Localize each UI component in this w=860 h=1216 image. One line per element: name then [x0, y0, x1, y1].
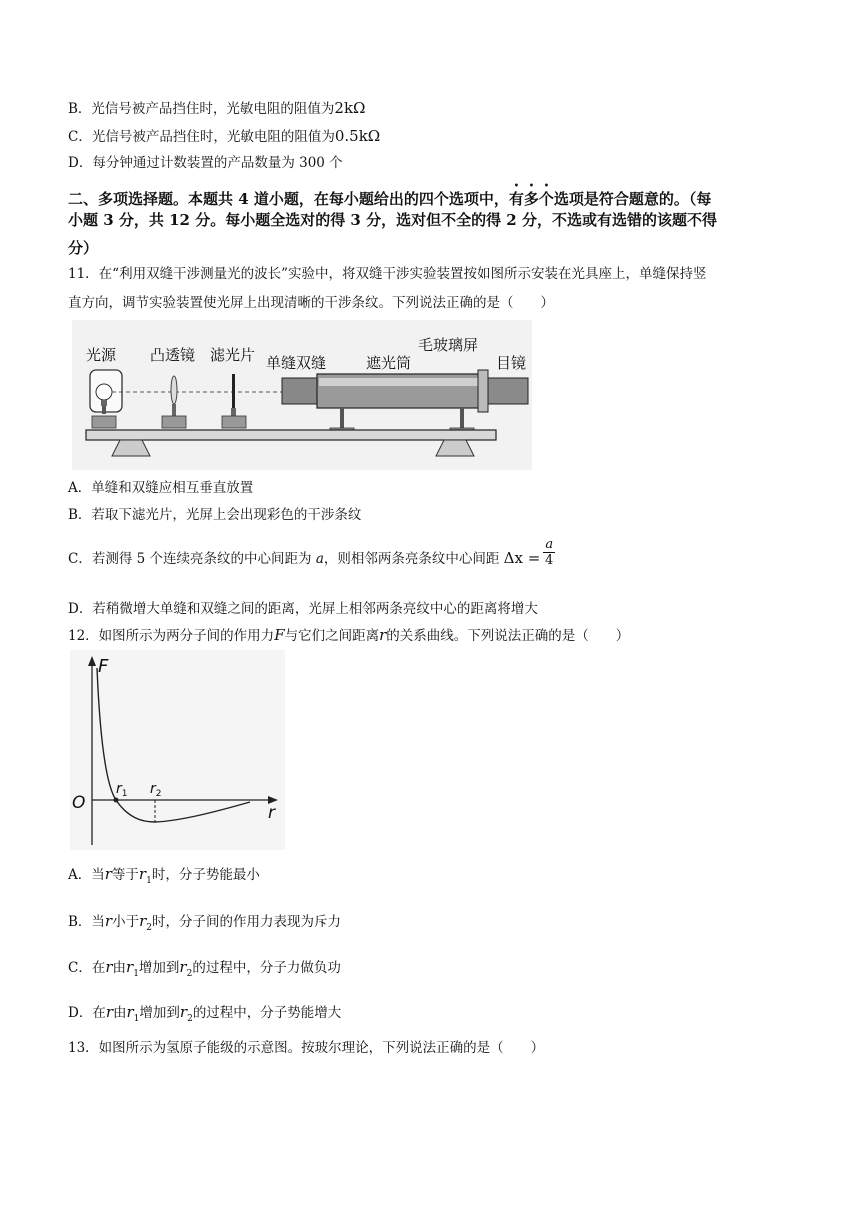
convex-lens [171, 376, 177, 404]
force-distance-graph [70, 650, 285, 850]
r1-point [114, 798, 119, 803]
f-axis-label: F [98, 656, 109, 677]
r2-label: $r_2$ [150, 781, 162, 799]
stem-text: 与它们之间距离 [284, 628, 380, 644]
q11-option-b: B．若取下滤光片，光屏上会出现彩色的干涉条纹 [68, 507, 362, 523]
fraction [543, 537, 555, 568]
variable-a: a [315, 551, 324, 567]
eyepiece [488, 378, 528, 404]
q11-option-c [68, 537, 555, 569]
q11-stem-line1: 11．在“利用双缝干涉测量光的波长”实验中，将双缝干涉实验装置按如图所示安装在光具座上，单缝保持竖 [68, 266, 707, 282]
label-filter: 滤光片 [210, 346, 256, 364]
label-eyepiece: 目镜 [496, 354, 527, 372]
q13-stem: 13．如图所示为氢原子能级的示意图。按玻尔理论，下列说法正确的是（ ） [68, 1040, 545, 1056]
q12-stem [68, 625, 629, 646]
filter-plate [232, 374, 235, 408]
option-d-prev: D．每分钟通过计数装置的产品数量为 300 个 [68, 155, 343, 171]
heading-text: 选项是符合题意的。（每 [553, 190, 712, 208]
section-heading-line3: 分） [68, 239, 99, 257]
frosted-glass-screen [478, 370, 488, 412]
r1-label: $r_1$ [116, 781, 128, 799]
label-slits: 单缝双缝 [266, 354, 327, 372]
option-text: ，则相邻两条亮条纹中心间距 [323, 551, 500, 567]
q12-option-c: C．在r由$r_1$增加到$r_2$的过程中，分子力做负功 [68, 958, 341, 979]
q11-option-a: A．单缝和双缝应相互垂直放置 [68, 480, 254, 496]
label-tube: 遮光筒 [366, 354, 412, 372]
variable-f: F [274, 626, 285, 644]
label-screen: 毛玻璃屏 [418, 336, 479, 354]
denominator: 4 [545, 553, 554, 568]
r-axis-label: r [268, 803, 275, 823]
optical-bench [86, 430, 496, 440]
option-text: C．若测得 5 个连续亮条纹的中心间距为 [68, 551, 312, 567]
option-text: C．光信号被产品挡住时，光敏电阻的阻值为 [68, 129, 335, 145]
heading-text: 二、多项选择题。本题共 4 道小题，在每小题给出的四个选项中， [68, 190, 509, 208]
section-heading-line2: 小题 3 分，共 12 分。每小题全选对的得 3 分，选对但不全的得 2 分，不选或有选错的该题不得 [68, 211, 717, 229]
delta-x: Δx = [503, 549, 541, 567]
option-text: B．光信号被产品挡住时，光敏电阻的阻值为 [68, 101, 335, 117]
origin-label: O [72, 793, 86, 813]
variable-r: r [379, 626, 387, 644]
emphasized-text: 有多个 [508, 190, 554, 208]
option-c-prev [68, 126, 380, 147]
stem-text: 的关系曲线。下列说法正确的是（ ） [386, 628, 630, 644]
q12-option-b: B．当r小于$r_2$时，分子间的作用力表现为斥力 [68, 912, 341, 933]
single-double-slit-holder [282, 378, 317, 404]
q11-option-d: D．若稍微增大单缝和双缝之间的距离，光屏上相邻两条亮纹中心的距离将增大 [68, 601, 538, 617]
numerator: a [545, 537, 554, 552]
section-heading-line1 [68, 180, 711, 209]
label-lens: 凸透镜 [150, 346, 196, 364]
resistance-value: 2kΩ [334, 99, 366, 117]
stem-text: 12．如图所示为两分子间的作用力 [68, 628, 275, 644]
double-slit-apparatus-diagram [72, 320, 532, 470]
q11-stem-line2: 直方向，调节实验装置使光屏上出现清晰的干涉条纹。下列说法正确的是（ ） [68, 295, 554, 311]
q12-option-a: A．当r等于$r_1$时，分子势能最小 [68, 865, 260, 886]
q12-option-d: D．在r由$r_1$增加到$r_2$的过程中，分子势能增大 [68, 1003, 342, 1024]
label-light-source: 光源 [86, 346, 117, 364]
lightbulb-icon [96, 384, 112, 400]
resistance-value: 0.5kΩ [334, 127, 381, 145]
option-b-prev [68, 98, 366, 119]
